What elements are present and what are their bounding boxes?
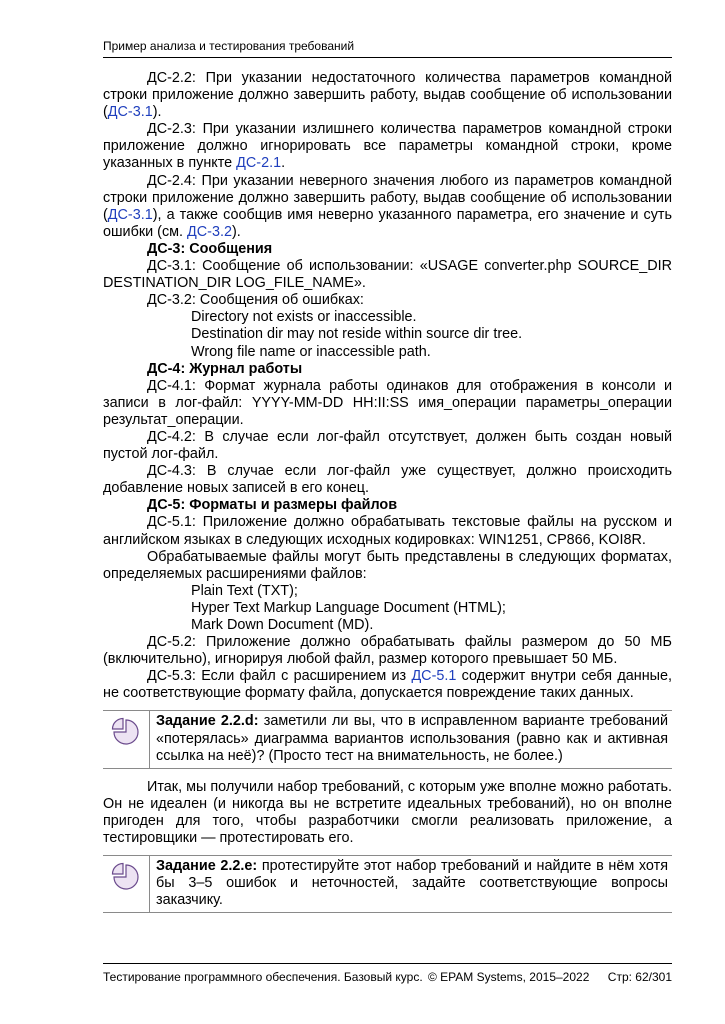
task-icon-cell [103,711,150,767]
paragraph-ds-4-3: ДС-4.3: В случае если лог-файл уже существует, должно происходить добавление новых записей в его конец. [103,463,672,497]
paragraph-ds-2-2: ДС-2.2: При указании недостаточного количества параметров командной строки приложение должно завершить работу, выдав сообщение об использовании (ДС-3.1). [103,70,672,121]
pie-chart-icon [111,717,141,747]
paragraph-ds-4-1: ДС-4.1: Формат журнала работы одинаков для отображения в консоли и записи в лог-файл: YYYY-MM-DD HH:II:SS имя_операции параметры_операции результат_операции. [103,377,672,428]
heading-ds-3: ДС-3: Сообщения [147,240,273,257]
link-ds-3-1[interactable]: ДС-3.1 [107,104,153,121]
link-ds-2-1[interactable]: ДС-2.1 [236,155,282,172]
footer-course-title: Тестирование программного обеспечения. Базовый курс. [103,970,423,984]
paragraph-ds-3-2: ДС-3.2: Сообщения об ошибках: [147,292,364,309]
link-ds-3-2[interactable]: ДС-3.2 [187,223,232,240]
header-divider [103,57,672,58]
task-text: Задание 2.2.e: протестируйте этот набор требований и найдите в нём хотя бы 3–5 ошибок и неточностей, задайте соответствующие вопросы заказчику. [156,858,668,909]
page-content [103,70,672,923]
format-item: Plain Text (TXT); [191,582,298,599]
task-box-2-2-d [103,710,672,768]
error-message-item: Wrong file name or inaccessible path. [191,343,431,360]
pie-chart-icon [111,862,141,892]
paragraph-ds-2-3: ДС-2.3: При указании излишнего количества параметров командной строки приложение должно игнорировать все параметры командной строки, кроме указанных в пункте ДС-2.1. [103,121,672,172]
link-ds-3-1[interactable]: ДС-3.1 [107,206,153,223]
running-footer [103,970,672,984]
task-box-2-2-e [103,855,672,913]
format-item: Hyper Text Markup Language Document (HTML); [191,599,506,616]
task-text: Задание 2.2.d: заметили ли вы, что в исправленном варианте требований «потерялась» диаграмма вариантов использования (равно как и активная ссылка на неё)? (Просто тест на внимательность, не более.) [156,713,668,764]
error-message-item: Destination dir may not reside within source dir tree. [191,326,523,343]
task-label: Задание 2.2.d: [156,713,259,730]
running-header: Пример анализа и тестирования требований [103,39,355,53]
format-item: Mark Down Document (MD). [191,617,374,633]
link-ds-5-1[interactable]: ДС-5.1 [411,668,457,685]
paragraph-summary: Итак, мы получили набор требований, с которым уже вполне можно работать. Он не идеален (и никогда вы не встретите идеальных требований), но он вполне пригоден для того, чтобы разработчики смогли реализовать приложение, а тестировщики — протестировать его. [103,778,672,847]
footer-divider [103,963,672,964]
paragraph-formats: Обрабатываемые файлы могут быть представлены в следующих форматах, определяемых расширениями файлов: [103,548,672,582]
task-icon-cell [103,856,150,912]
footer-copyright: © EPAM Systems, 2015–2022 [428,970,590,984]
paragraph-ds-5-2: ДС-5.2: Приложение должно обрабатывать файлы размером до 50 МБ (включительно), игнорируя любой файл, размер которого превышает 50 МБ. [103,634,672,668]
heading-ds-4: ДС-4: Журнал работы [147,360,303,377]
heading-ds-5: ДС-5: Форматы и размеры файлов [147,497,398,514]
paragraph-ds-5-3: ДС-5.3: Если файл с расширением из ДС-5.1 содержит внутри себя данные, не соответствующие формату файла, допускается повреждение таких данных. [103,668,672,702]
paragraph-ds-3-1: ДС-3.1: Сообщение об использовании: «USAGE converter.php SOURCE_DIR DESTINATION_DIR LOG_FILE_NAME». [103,258,672,292]
task-label: Задание 2.2.e: [156,858,258,875]
error-message-item: Directory not exists or inaccessible. [191,309,417,326]
paragraph-ds-5-1: ДС-5.1: Приложение должно обрабатывать текстовые файлы на русском и английском языках в следующих исходных кодировках: WIN1251, CP866, KOI8R. [103,514,672,548]
paragraph-ds-2-4: ДС-2.4: При указании неверного значения любого из параметров командной строки приложение должно завершить работу, выдав сообщение об использовании (ДС-3.1), а также сообщив имя неверно указанного параметра, его значение и суть ошибки (см. ДС-3.2). [103,172,672,240]
footer-page-number: Стр: 62/301 [607,970,672,984]
paragraph-ds-4-2: ДС-4.2: В случае если лог-файл отсутствует, должен быть создан новый пустой лог-файл. [103,428,672,463]
